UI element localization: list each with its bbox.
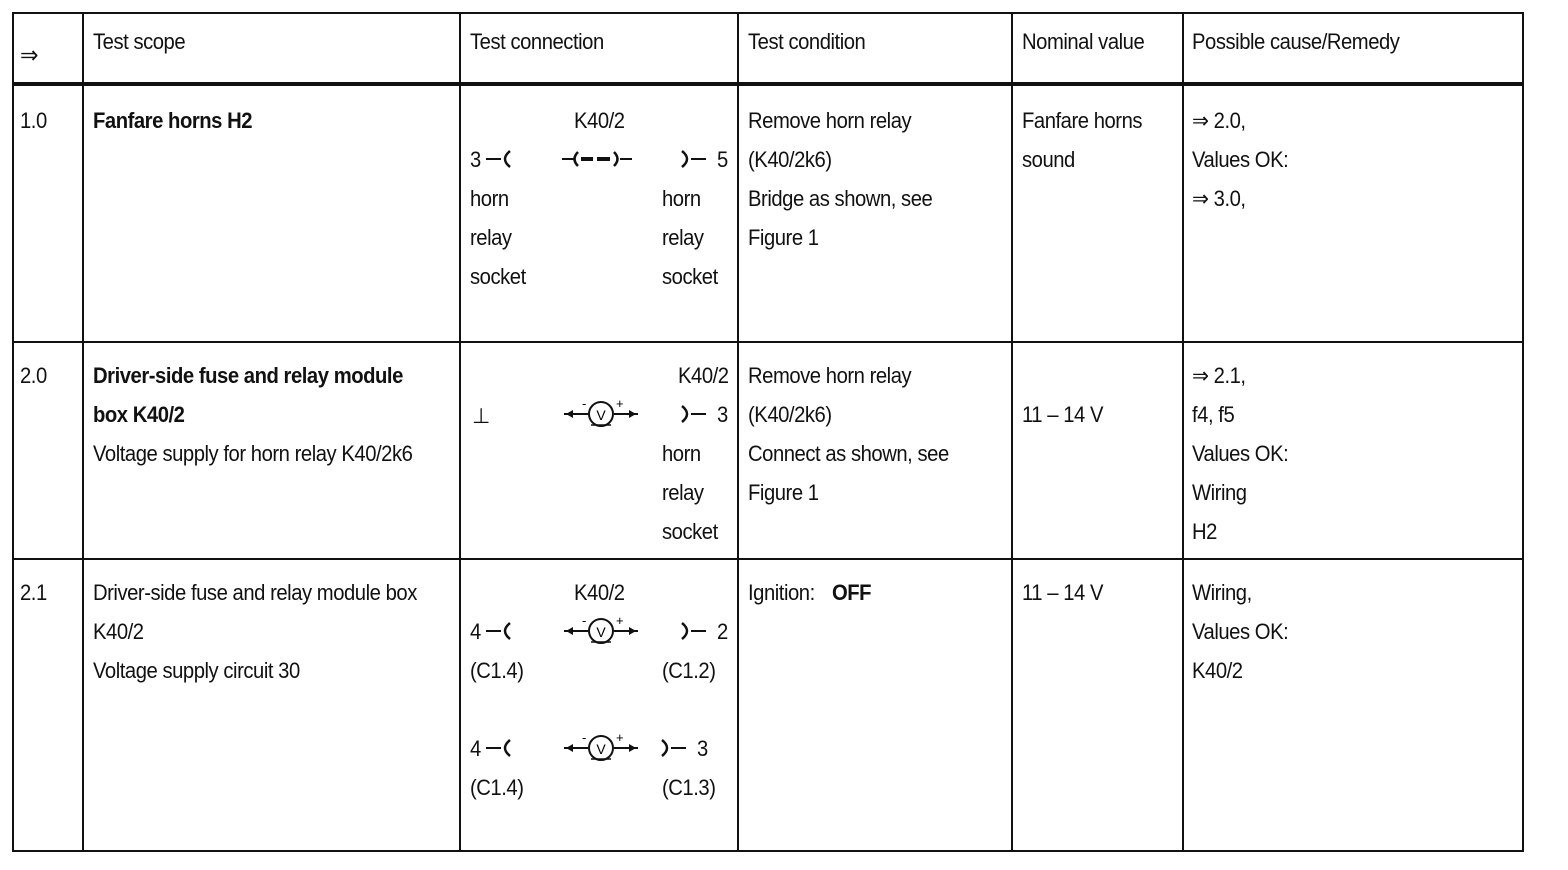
nominal-line: sound [1022,147,1075,172]
connection-component: K40/2 [574,108,625,133]
row-divider [14,558,1522,560]
condition-line: Connect as shown, see [748,441,949,466]
bridge-icon [562,159,642,179]
plug-right-icon [682,159,712,179]
condition-line: (K40/2k6) [748,147,832,172]
plug-right-icon [682,631,712,651]
voltmeter-plus: + [616,396,624,411]
row-scope-title: box K40/2 [93,402,185,427]
connection-left-pin: 3 [470,147,481,172]
nominal-line: 11 – 14 V [1022,402,1104,427]
connection-right-pin: 3 [717,402,728,427]
connection-right-pin: 5 [717,147,728,172]
plug-left-icon [486,748,516,768]
plug-left-icon [486,159,516,179]
voltmeter-plus: + [616,730,624,745]
col-divider [1182,14,1184,850]
col-divider [459,14,461,850]
connection-component: K40/2 [678,363,729,388]
remedy-line: Wiring, [1192,580,1252,605]
col-divider [1011,14,1013,850]
voltmeter-plus: + [616,613,624,628]
voltmeter-letter: V [596,624,606,640]
voltmeter-minus: - [582,396,587,411]
row-step: 2.0 [20,363,47,388]
condition-line: Figure 1 [748,225,819,250]
voltmeter-letter: V [596,741,606,757]
condition-label: Ignition: [748,580,815,605]
connection-right-label: (C1.3) [662,775,716,800]
row-divider [14,341,1522,343]
row-step: 2.1 [20,580,47,605]
connection-left-label: relay [470,225,512,250]
remedy-line: Values OK: [1192,441,1289,466]
row-scope-text: Voltage supply circuit 30 [93,658,300,683]
remedy-line: f4, f5 [1192,402,1235,427]
remedy-line: Values OK: [1192,619,1289,644]
voltmeter-icon [564,396,644,444]
voltmeter-letter: V [596,407,606,423]
condition-line: Remove horn relay [748,363,912,388]
plug-right-icon [682,414,712,434]
header-test-condition: Test condition [748,29,866,54]
row-scope-text: Driver-side fuse and relay module box [93,580,417,605]
connection-right-label: relay [662,225,704,250]
connection-left-label: (C1.4) [470,775,524,800]
voltmeter-icon [564,613,644,661]
condition-line: Bridge as shown, see [748,186,933,211]
row-scope-text: Voltage supply for horn relay K40/2k6 [93,441,413,466]
voltmeter-icon [564,730,644,778]
connection-right-label: horn [662,441,701,466]
remedy-line: K40/2 [1192,658,1243,683]
remedy-line: ⇒ 3.0, [1192,186,1246,211]
voltmeter-minus: - [582,730,587,745]
remedy-line: Values OK: [1192,147,1289,172]
connection-left-label: socket [470,264,526,289]
ground-icon: ⊥ [472,405,491,428]
condition-line: (K40/2k6) [748,402,832,427]
header-test-connection: Test connection [470,29,604,54]
connection-right-label: socket [662,519,718,544]
nominal-line: 11 – 14 V [1022,580,1104,605]
header-divider [14,82,1522,86]
connection-left-label: horn [470,186,509,211]
row-scope-title: Driver-side fuse and relay module [93,363,403,388]
remedy-line: Wiring [1192,480,1247,505]
connection-right-pin: 3 [697,736,708,761]
connection-component: K40/2 [574,580,625,605]
row-scope-text: K40/2 [93,619,144,644]
header-test-scope: Test scope [93,29,186,54]
header-remedy: Possible cause/Remedy [1192,29,1400,54]
connection-right-label: relay [662,480,704,505]
plug-right-icon [662,748,692,768]
col-divider [737,14,739,850]
remedy-line: H2 [1192,519,1217,544]
nominal-line: Fanfare horns [1022,108,1143,133]
header-arrow: ⇒ [20,42,39,69]
plug-left-icon [486,631,516,651]
connection-right-pin: 2 [717,619,728,644]
remedy-line: ⇒ 2.1, [1192,363,1246,388]
row-step: 1.0 [20,108,47,133]
connection-left-label: (C1.4) [470,658,524,683]
connection-right-label: socket [662,264,718,289]
remedy-line: ⇒ 2.0, [1192,108,1246,133]
header-nominal-value: Nominal value [1022,29,1145,54]
condition-line: Figure 1 [748,480,819,505]
connection-right-label: horn [662,186,701,211]
connection-left-pin: 4 [470,619,481,644]
test-table [12,12,1524,852]
voltmeter-minus: - [582,613,587,628]
condition-line: Remove horn relay [748,108,912,133]
connection-left-pin: 4 [470,736,481,761]
row-scope-title: Fanfare horns H2 [93,108,253,133]
col-divider [82,14,84,850]
connection-right-label: (C1.2) [662,658,716,683]
condition-value: OFF [832,580,872,605]
